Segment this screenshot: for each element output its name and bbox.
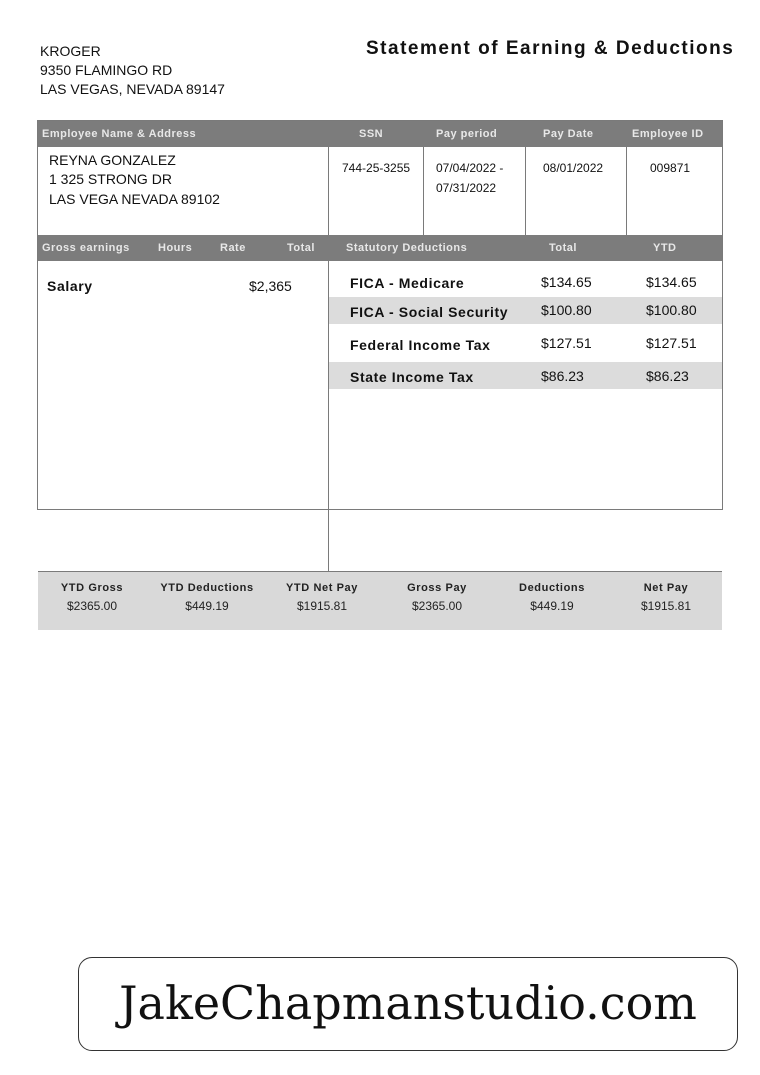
header-deductions-total: Total — [549, 242, 577, 254]
header-ssn: SSN — [359, 128, 384, 140]
deduction-ytd: $134.65 — [646, 274, 697, 290]
header-pay-date: Pay Date — [543, 128, 594, 140]
deduction-ytd: $100.80 — [646, 302, 697, 318]
earning-label-salary: Salary — [47, 278, 93, 294]
header-earnings-total: Total — [287, 242, 315, 254]
pay-date-value: 08/01/2022 — [543, 161, 604, 175]
summary-ytd-net-pay — [274, 582, 370, 613]
deduction-ytd: $127.51 — [646, 335, 697, 351]
summary-label: Gross Pay — [407, 582, 467, 594]
summary-value: $1915.81 — [640, 599, 692, 613]
summary-deductions — [506, 582, 598, 613]
summary-label: YTD Gross — [60, 582, 124, 594]
divider — [423, 147, 424, 236]
deduction-total: $100.80 — [541, 302, 592, 318]
deduction-label: Federal Income Tax — [350, 337, 491, 353]
earning-total-salary: $2,365 — [249, 278, 292, 294]
earnings-deductions-header — [38, 235, 722, 261]
summary-label: Deductions — [519, 582, 585, 594]
header-gross-earnings: Gross earnings — [42, 242, 130, 254]
summary-label: YTD Net Pay — [285, 582, 358, 594]
header-rate: Rate — [220, 242, 246, 254]
employee-address-line-1: 1 325 STRONG DR — [49, 171, 172, 187]
header-hours: Hours — [158, 242, 193, 254]
pay-period-start: 07/04/2022 - — [436, 161, 504, 175]
employee-info-header — [38, 121, 722, 147]
deduction-ytd: $86.23 — [646, 368, 689, 384]
divider — [626, 147, 627, 236]
deduction-total: $134.65 — [541, 274, 592, 290]
company-name: KROGER — [40, 43, 101, 59]
pay-stub-table — [37, 120, 723, 613]
header-employee-id: Employee ID — [632, 128, 704, 140]
watermark-banner: JakeChapmanstudio.com — [78, 957, 738, 1051]
employee-ssn: 744-25-3255 — [342, 161, 411, 175]
summary-label: Net Pay — [643, 582, 689, 594]
pay-period-end: 07/31/2022 — [436, 181, 497, 195]
summary-gross-pay — [392, 582, 482, 613]
summary-value: $449.19 — [530, 599, 574, 613]
header-statutory-deductions: Statutory Deductions — [346, 242, 468, 254]
company-address-line-1: 9350 FLAMINGO RD — [40, 62, 173, 78]
summary-value: $2365.00 — [411, 599, 463, 613]
divider — [328, 147, 329, 236]
employee-name: REYNA GONZALEZ — [49, 152, 176, 168]
header-ytd: YTD — [653, 242, 677, 254]
summary-ytd-deductions — [153, 582, 261, 613]
company-address-line-2: LAS VEGAS, NEVADA 89147 — [40, 81, 225, 97]
deduction-total: $127.51 — [541, 335, 592, 351]
summary-value: $2365.00 — [66, 599, 118, 613]
summary-net-pay — [626, 582, 706, 613]
divider — [525, 147, 526, 236]
statement-title: Statement of Earning & Deductions — [366, 38, 735, 59]
company-address-block — [40, 42, 225, 99]
summary-footer — [38, 571, 722, 630]
summary-value: $449.19 — [185, 599, 229, 613]
employee-id-value: 009871 — [650, 161, 691, 175]
deduction-total: $86.23 — [541, 368, 584, 384]
summary-value: $1915.81 — [296, 599, 348, 613]
employee-address-line-2: LAS VEGA NEVADA 89102 — [49, 191, 220, 207]
deduction-label: FICA - Medicare — [350, 275, 465, 291]
summary-label: YTD Deductions — [160, 582, 254, 594]
deduction-label: State Income Tax — [350, 369, 474, 385]
deduction-label: FICA - Social Security — [350, 304, 509, 320]
header-employee-name-address: Employee Name & Address — [42, 128, 197, 140]
summary-ytd-gross — [46, 582, 138, 613]
header-pay-period: Pay period — [436, 128, 498, 140]
